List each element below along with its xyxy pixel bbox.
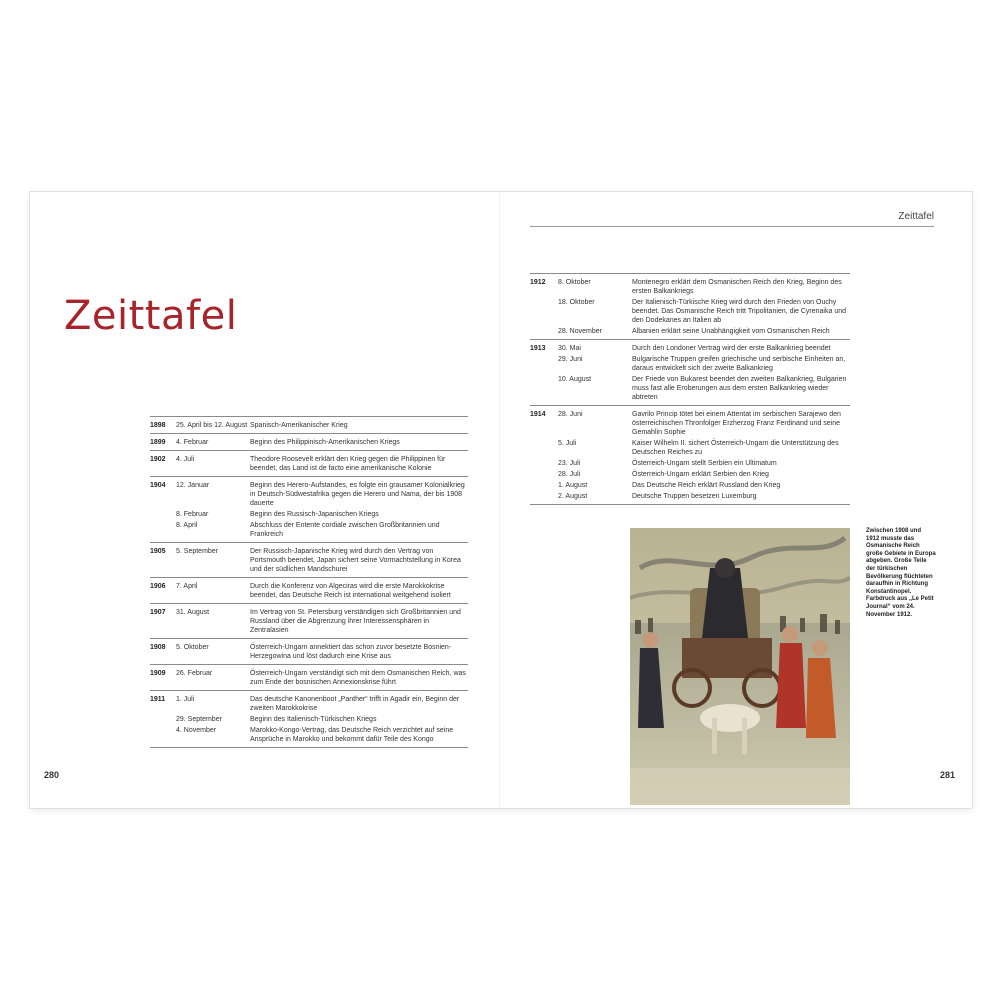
entry-date: 18. Oktober [558,299,595,306]
entry-text: Theodore Roosevelt erklärt den Krieg gegen die Philippinen für beendet, das Land ist de facto eine amerikanische Kolonie [250,456,446,472]
year-group [530,340,850,406]
entry-year: 1907 [150,609,166,616]
timeline-left [150,416,468,748]
entry-year: 1904 [150,482,166,489]
year-group [150,604,468,639]
entry-text: Albanien erklärt seine Unabhängigkeit vom Osmanischen Reich [632,328,830,335]
entry-year: 1905 [150,548,166,555]
year-group [150,417,468,434]
year-group [150,451,468,477]
page-number-right: 281 [940,770,956,780]
refugee-illustration [630,528,850,805]
entry-text: Das Deutsche Reich erklärt Russland den Krieg [632,482,781,489]
timeline-right [530,273,850,505]
entry-date: 12. Januar [176,482,210,489]
entry-year [530,375,558,402]
entry-text: Beginn des Philippinisch-Amerikanischen Kriegs [250,439,400,446]
entry-date: 30. Mai [558,345,581,352]
page-title: Zeittafel [64,293,238,339]
timeline-entry [150,547,468,574]
timeline-entry [150,695,468,713]
timeline-entry [150,608,468,635]
entry-text: Beginn des Herero-Aufstandes, es folgte ein grausamer Kolonialkrieg in Deutsch-Südwestafrika gegen die Herero und Nama, der bis 1908 dauerte [250,482,465,507]
page-number-left: 280 [44,770,60,780]
entry-year: 1913 [530,345,546,352]
entry-year [530,492,558,501]
entry-date: 8. Oktober [558,279,591,286]
entry-text: Montenegro erklärt dem Osmanischen Reich den Krieg, Beginn des ersten Balkankriegs [632,279,842,295]
entry-date: 29. Juni [558,356,583,363]
year-group [530,274,850,340]
year-group [150,691,468,748]
entry-text: Österreich-Ungarn erklärt Serbien den Krieg [632,471,769,478]
timeline-entry [150,438,468,447]
entry-text: Der Italienisch-Türkische Krieg wird durch den Frieden von Ouchy beendet. Das Osmanische Reich tritt Tripolitanien, die Cyrenaika und den Dodekanes an Italien ab [632,299,846,324]
refugee-illustration-image [630,528,850,805]
illustration-caption: Zwischen 1908 und 1912 musste das Osmanische Reich große Gebiete in Europa abgeben. Große Teile der türkischen Bevölkerung flüchteten daraufhin in Richtung Konstantinopel. Farbdruck aus „Le Petit Journal“ vom 24. November 1912. [866,528,936,618]
year-group [530,406,850,505]
timeline-entry [530,298,850,325]
timeline-entry [150,481,468,508]
year-group [150,578,468,604]
timeline-entry [150,669,468,687]
entry-text: Österreich-Ungarn verständigt sich mit dem Osmanischen Reich, was zum Ende der bosnischen Annexionskrise führt [250,670,466,686]
timeline-entry [530,481,850,490]
entry-date: 8. April [176,522,198,529]
entry-date: 1. Juli [176,696,195,703]
timeline-entry [530,327,850,336]
entry-date: 28. Juni [558,411,583,418]
entry-text: Gavrilo Princip tötet bei einem Attentat im serbischen Sarajewo den österreichischen Thronfolger Erzherzog Franz Ferdinand und seine Gemahlin Sophie [632,411,841,436]
timeline-entry [150,726,468,744]
entry-year [530,470,558,479]
entry-text: Der Friede von Bukarest beendet den zweiten Balkankrieg, Bulgarien muss fast alle Eroberungen aus dem ersten Balkankrieg wieder abtreten [632,376,847,401]
timeline-entry [150,715,468,724]
timeline-entry [530,470,850,479]
entry-year: 1902 [150,456,166,463]
year-group [150,543,468,578]
entry-year [150,510,176,519]
timeline-entry [530,375,850,402]
entry-year: 1908 [150,644,166,651]
entry-year [530,459,558,468]
entry-date: 23. Juli [558,460,581,467]
entry-date: 4. Februar [176,439,209,446]
entry-date: 5. September [176,548,219,555]
entry-date: 28. Juli [558,471,581,478]
entry-text: Deutsche Truppen besetzen Luxemburg [632,493,757,500]
entry-year [150,726,176,744]
entry-date: 26. Februar [176,670,213,677]
entry-date: 1. August [558,482,588,489]
timeline-entry [530,278,850,296]
timeline-entry [530,492,850,501]
entry-text: Der Russisch-Japanische Krieg wird durch den Vertrag von Portsmouth beendet, Japan sichert seine Vormachtstellung in Korea und der südlichen Mandschurei [250,548,461,573]
entry-year: 1906 [150,583,166,590]
timeline-entry [150,643,468,661]
entry-text: Beginn des Italienisch-Türkischen Kriegs [250,716,377,723]
entry-text: Österreich-Ungarn annektiert das schon zuvor besetzte Bosnien-Herzegowina und löst dadurch eine Krise aus [250,644,452,660]
entry-year [530,439,558,457]
year-group [150,665,468,691]
timeline-entry [530,355,850,373]
timeline-entry [150,421,468,430]
year-group [150,434,468,451]
running-head: Zeittafel [530,210,934,227]
entry-text: Abschluss der Entente cordiale zwischen Großbritannien und Frankreich [250,522,440,538]
entry-year: 1914 [530,411,546,418]
entry-date: 31. August [176,609,210,616]
entry-year: 1911 [150,696,166,703]
entry-year [530,298,558,325]
entry-date: 25. April bis 12. August [176,422,248,429]
entry-text: Kaiser Wilhelm II. sichert Österreich-Ungarn die Unterstützung des Deutschen Reiches zu [632,440,839,456]
year-group [150,639,468,665]
entry-text: Durch die Konferenz von Algeciras wird die erste Marokkokrise beendet, das Deutsche Reich ist international weitgehend isoliert [250,583,451,599]
timeline-entry [150,582,468,600]
timeline-entry [530,410,850,437]
timeline-entry [530,344,850,353]
book-gutter [499,192,501,808]
entry-year: 1899 [150,439,166,446]
timeline-entry [150,455,468,473]
entry-text: Bulgarische Truppen greifen griechische und serbische Einheiten an, daraus entwickelt sich der zweite Balkankrieg [632,356,846,372]
entry-date: 29. September [176,716,222,723]
entry-text: Spanisch-Amerikanischer Krieg [250,422,348,429]
entry-date: 2. August [558,493,588,500]
timeline-entry [530,459,850,468]
entry-text: Das deutsche Kanonenboot „Panther“ trifft in Agadir ein, Beginn der zweiten Marokkokrise [250,696,460,712]
entry-year [150,521,176,539]
entry-text: Durch den Londoner Vertrag wird der erste Balkankrieg beendet [632,345,831,352]
entry-year [150,715,176,724]
entry-date: 4. November [176,727,217,734]
entry-text: Im Vertrag von St. Petersburg verständigen sich Großbritannien und Russland über die Abgrenzung ihrer Interessensphären in Zentralasien [250,609,461,634]
entry-date: 8. Februar [176,511,209,518]
entry-date: 4. Juli [176,456,195,463]
entry-text: Marokko-Kongo-Vertrag, das Deutsche Reich verzichtet auf seine Ansprüche in Marokko und bekommt dafür Teile des Kongo [250,727,454,743]
entry-date: 10. August [558,376,592,383]
entry-text: Beginn des Russisch-Japanischen Kriegs [250,511,379,518]
entry-year [530,355,558,373]
entry-year: 1909 [150,670,166,677]
entry-date: 5. Oktober [176,644,209,651]
entry-year: 1912 [530,279,546,286]
entry-date: 5. Juli [558,440,577,447]
timeline-entry [150,510,468,519]
year-group [150,477,468,543]
entry-date: 28. November [558,328,602,335]
entry-year [530,481,558,490]
entry-year [530,327,558,336]
entry-year: 1898 [150,422,166,429]
entry-date: 7. April [176,583,198,590]
timeline-entry [530,439,850,457]
timeline-entry [150,521,468,539]
entry-text: Österreich-Ungarn stellt Serbien ein Ultimatum [632,460,777,467]
